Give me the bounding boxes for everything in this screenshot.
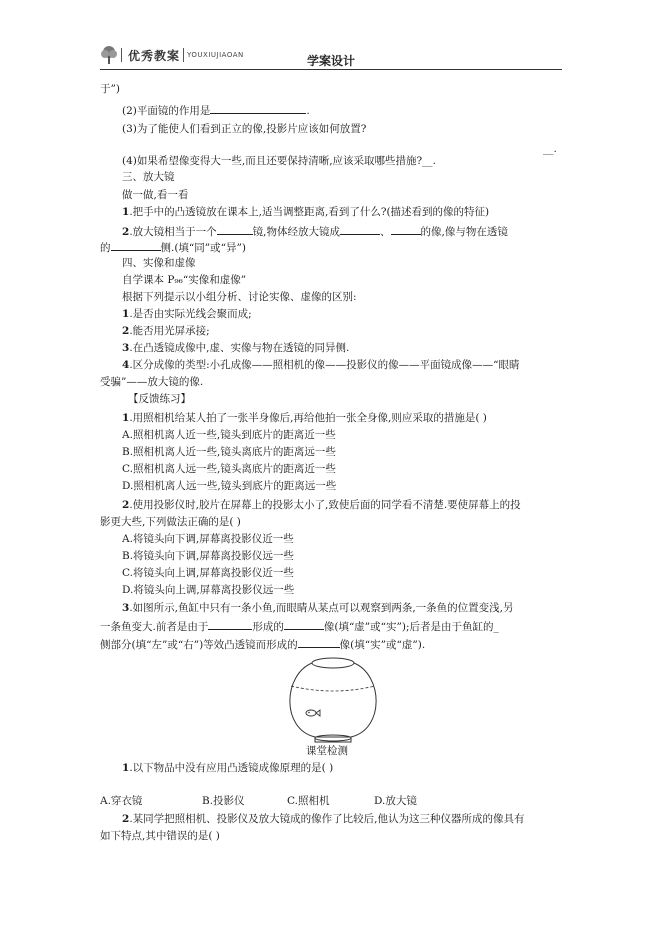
tree-icon (100, 45, 118, 65)
page-title: 学案设计 (307, 54, 356, 68)
question-line: 2.某同学把照相机、投影仪及放大镜成的像作了比较后,他认为这三种仪器所成的像具有 (122, 813, 525, 825)
option-d[interactable]: D.将镜头向上调,屏幕离投影仪远一些 (122, 584, 295, 596)
section-heading: 【反馈练习】 (128, 393, 191, 405)
question-line: 如下特点,其中错误的是( ) (100, 830, 220, 842)
option-a[interactable]: A.穿衣镜 (100, 795, 143, 807)
blank[interactable] (208, 619, 252, 630)
option-b[interactable]: B.照相机离人近一些,镜头离底片的距离远一些 (122, 446, 336, 458)
section-heading: 四、实像和虚像 (122, 257, 196, 269)
question-line: 侧部分(填“左”或“右”)等效凸透镜而形成的 像(填“实”或“虚”). (100, 639, 426, 651)
option-a[interactable]: A.将镜头向下调,屏幕离投影仪近一些 (122, 533, 294, 545)
option-c[interactable]: C.将镜头向上调,屏幕离投影仪近一些 (122, 567, 294, 579)
question-line: 影更大些,下列做法正确的是( ) (100, 516, 241, 528)
logo (100, 44, 244, 66)
section-title: 课堂检测 (306, 745, 348, 757)
blank[interactable] (391, 224, 421, 235)
blank[interactable] (111, 240, 161, 251)
section-heading: 三、放大镜 (122, 171, 175, 183)
fish-bowl-icon (285, 651, 381, 743)
option-b[interactable]: B.将镜头向下调,屏幕离投影仪远一些 (122, 550, 294, 562)
question-line: 一条鱼变大.前者是由于 形成的 像(填“虚”或“实”);后者是由于鱼缸的_ (100, 621, 499, 633)
text-line: 自学课本 P₉₆“实像和虚像” (122, 274, 247, 286)
question-line: 1.用照相机给某人拍了一张半身像后,再给他拍一张全身像,则应采取的措施是( ) (122, 412, 487, 424)
text-line: 根据下列提示以小组分析、讨论实像、虚像的区别: (122, 291, 357, 303)
option-c[interactable]: C.照相机离人远一些,镜头离底片的距离近一些 (122, 463, 336, 475)
logo-chinese: 优秀教案 (128, 48, 181, 63)
blank[interactable] (340, 224, 380, 235)
blank[interactable] (210, 103, 306, 114)
header-rule (100, 69, 562, 70)
question-line: 2.使用投影仪时,胶片在屏幕上的投影太小了,致使后面的同学看不清楚.要使屏幕上的投 (122, 499, 521, 511)
text-line: 于”) (100, 83, 120, 95)
logo-divider (121, 48, 122, 62)
logo-english: YOUXIUJIAOAN (187, 51, 244, 59)
question-line: 1.把手中的凸透镜放在课本上,适当调整距离,看到了什么?(描述看到的像的特征) (122, 206, 490, 218)
question-line: 3.如图所示,鱼缸中只有一条小鱼,而眼睛从某点可以观察到两条,一条鱼的位置变浅,另 (122, 602, 514, 614)
list-item: 3.在凸透镜成像中,虚、实像与物在透镜的同异侧. (122, 342, 350, 354)
answer-blank[interactable]: __. (543, 143, 557, 155)
question-line: 1.以下物品中没有应用凸透镜成像原理的是( ) (122, 762, 334, 774)
text-line: 做一做,看一看 (122, 189, 189, 201)
list-item: 4.区分成像的类型:小孔成像——照相机的像——投影仪的像——平面镜成像——“眼睛 (122, 359, 520, 371)
question-line: (4)如果希望像变得大一些,而且还要保持清晰,应该采取哪些措施?__. (122, 155, 437, 167)
text-line: 受骗”——放大镜的像. (100, 376, 204, 388)
question-line: (3)为了能使人们看到正立的像,投影片应该如何放置? (122, 123, 367, 135)
option-d[interactable]: D.放大镜 (374, 795, 417, 807)
option-d[interactable]: D.照相机离人远一些,镜头到底片的距离远一些 (122, 480, 337, 492)
option-c[interactable]: C.照相机 (287, 795, 330, 807)
logo-divider (183, 48, 184, 62)
option-a[interactable]: A.照相机离人近一些,镜头到底片的距离近一些 (122, 429, 336, 441)
list-item: 2.能否用光屏承接; (122, 325, 210, 337)
blank[interactable] (217, 224, 253, 235)
page-header (100, 44, 562, 72)
blank[interactable] (298, 637, 340, 648)
question-line: 2.放大镜相当于一个 镜,物体经放大镜成 、 的像,像与物在透镜 (122, 226, 508, 238)
list-item: 1.是否由实际光线会聚而成; (122, 308, 252, 320)
question-line: (2)平面镜的作用是 . (122, 105, 310, 117)
blank[interactable] (284, 619, 324, 630)
question-line: 的 侧.(填“同”或“异”) (100, 242, 247, 254)
option-b[interactable]: B.投影仪 (202, 795, 245, 807)
